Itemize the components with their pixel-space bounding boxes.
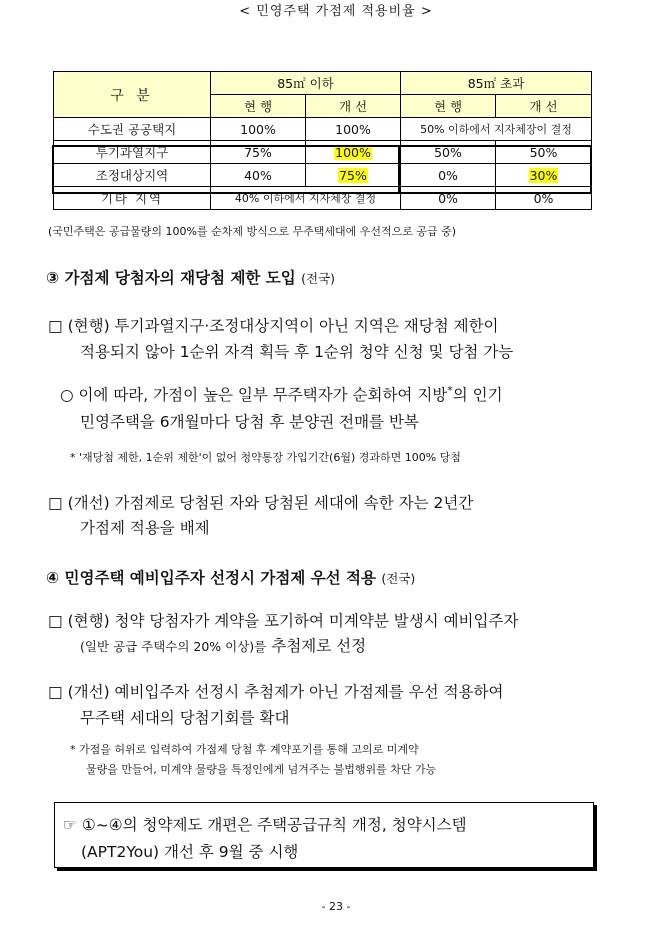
cell-merged: 50% 이하에서 지자체장이 결정: [401, 118, 592, 141]
s4-current-line2: [80, 634, 366, 656]
s4-footnote-line1: * 가점을 허위로 입력하여 가점제 당첨 후 계약포기를 통해 고의로 미계약: [70, 743, 419, 756]
table-row: [54, 187, 592, 210]
ratio-table: [53, 71, 592, 210]
header-category: 구 분: [54, 72, 211, 118]
header-current-1: 현 행: [211, 95, 306, 118]
header-improved-1: 개 선: [306, 95, 401, 118]
cell-merged: 40% 이하에서 지자체장 결정: [211, 187, 401, 210]
cell: 0%: [401, 164, 496, 187]
s3-bullet-text-a: ○ 이에 따라, 가점이 높은 일부 무주택자가 순회하여 지방: [60, 386, 448, 404]
cell: 100%: [306, 118, 401, 141]
row-label: 투기과열지구: [54, 141, 211, 164]
row-label: 기타 지역: [54, 187, 211, 210]
highlight-value: 100%: [335, 144, 371, 160]
header-group-large: 85㎡ 초과: [401, 72, 592, 95]
footnote-mark: *: [447, 383, 453, 397]
summary-line1: ☞ ①~④의 청약제도 개편은 주택공급규칙 개정, 청약시스템: [63, 816, 467, 834]
section-4-title: ④ 민영주택 예비입주자 선정시 가점제 우선 적용: [46, 569, 376, 587]
section-3-heading: [46, 266, 335, 288]
table-row: [54, 118, 592, 141]
s4-improved-line2: 무주택 세대의 당첨기회를 확대: [80, 709, 290, 727]
header-current-2: 현 행: [401, 95, 496, 118]
section-3-title: ③ 가점제 당첨자의 재당첨 제한 도입: [46, 269, 296, 287]
s3-bullet-text-b: 의 인기: [452, 386, 503, 404]
s3-improved-line1: □ (개선) 가점제로 당첨된 자와 당첨된 세대에 속한 자는 2년간: [48, 494, 474, 512]
header-improved-2: 개 선: [496, 95, 592, 118]
page-number: - 23 -: [321, 900, 351, 913]
table-caption: < 민영주택 가점제 적용비율 >: [239, 4, 433, 19]
row-label: 수도권 공공택지: [54, 118, 211, 141]
s3-footnote: * '재당첨 제한, 1순위 제한'이 없어 청약통장 가입기간(6월) 경과하면 100% 당첨: [70, 451, 461, 464]
cell: 50%: [496, 141, 592, 164]
cell: 75%: [211, 141, 306, 164]
header-group-small: 85㎡ 이하: [211, 72, 401, 95]
summary-box: [54, 802, 594, 868]
section-3-scope: (전국): [301, 271, 336, 286]
s3-bullet-line2: 민영주택을 6개월마다 당첨 후 분양권 전매를 반복: [80, 413, 419, 431]
s4-current-text-b: 추첨제로 선정: [271, 637, 367, 655]
section-4-scope: (전국): [381, 571, 416, 586]
cell: 40%: [211, 164, 306, 187]
s4-current-text-a: (일반 공급 주택수의 20% 이상)를: [80, 639, 267, 654]
cell: 0%: [401, 187, 496, 210]
table-row: [54, 141, 592, 164]
table-row: [54, 164, 592, 187]
s4-current-line1: □ (현행) 청약 당첨자가 계약을 포기하여 미계약분 발생시 예비입주자: [48, 612, 519, 630]
row-label: 조정대상지역: [54, 164, 211, 187]
cell: 100%: [211, 118, 306, 141]
s3-current-line1: □ (현행) 투기과열지구·조정대상지역이 아닌 지역은 재당첨 제한이: [48, 317, 499, 335]
s4-improved-line1: □ (개선) 예비입주자 선정시 추첨제가 아닌 가점제를 우선 적용하여: [48, 683, 504, 701]
cell-highlight: [496, 164, 592, 187]
highlight-value: 30%: [529, 167, 558, 183]
s4-footnote-line2: 물량을 만들어, 미계약 물량을 특정인에게 넘겨주는 불법행위를 차단 가능: [86, 763, 437, 776]
cell-highlight: [306, 141, 401, 164]
highlight-value: 75%: [339, 167, 367, 183]
cell-highlight: [306, 164, 401, 187]
section-4-heading: [46, 566, 415, 588]
s3-improved-line2: 가점제 적용을 배제: [80, 519, 210, 537]
summary-line2: (APT2You) 개선 후 9월 중 시행: [81, 843, 299, 861]
s3-current-line2: 적용되지 않아 1순위 자격 획득 후 1순위 청약 신청 및 당첨 가능: [80, 343, 514, 361]
s3-bullet-line1: [60, 383, 503, 405]
cell: 50%: [401, 141, 496, 164]
table-note: (국민주택은 공급물량의 100%를 순차제 방식으로 무주택세대에 우선적으로 공급 중): [48, 225, 457, 238]
cell: 0%: [496, 187, 592, 210]
